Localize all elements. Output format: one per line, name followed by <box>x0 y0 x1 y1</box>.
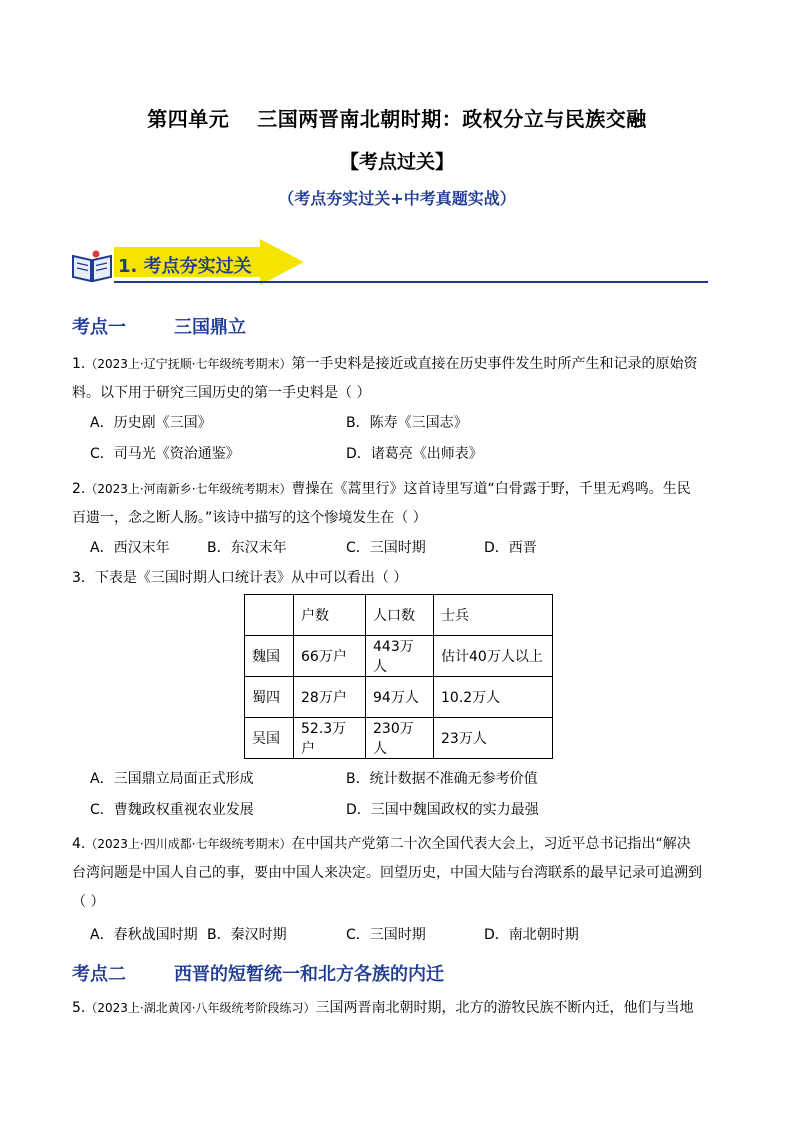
table-cell: 52.3万户 <box>294 718 366 759</box>
option-b[interactable]: B．秦汉时期 <box>207 927 287 943</box>
option-a[interactable]: A．三国鼎立局面正式形成 <box>90 771 254 787</box>
question-text: 料。以下用于研究三国历史的第一手史料是（ ） <box>72 385 371 401</box>
options-row <box>90 537 730 559</box>
question-2 <box>72 475 732 533</box>
population-table <box>244 594 553 759</box>
question-source: （2023上·四川成都·七年级统考期末） <box>85 837 292 851</box>
kaodian-heading <box>72 313 246 339</box>
question-source: （2023上·辽宁抚顺·七年级统考期末） <box>85 357 292 371</box>
kaodian-label: 考点二 <box>72 964 126 985</box>
option-b[interactable]: B．统计数据不准确无参考价值 <box>346 771 538 787</box>
question-3 <box>72 564 732 593</box>
question-1 <box>72 350 732 408</box>
question-text: 曹操在《蒿里行》这首诗里写道“白骨露于野，千里无鸡鸣。生民 <box>291 481 691 497</box>
table-header-row <box>245 595 553 636</box>
table-row <box>245 636 553 677</box>
option-a[interactable]: A．历史剧《三国》 <box>90 415 212 431</box>
question-number: 1. <box>72 356 86 372</box>
table-cell: 魏国 <box>245 636 294 677</box>
table-cell: 23万人 <box>434 718 553 759</box>
title-unit: 第四单元 <box>147 107 230 131</box>
option-d[interactable]: D．南北朝时期 <box>484 927 579 943</box>
document-subtitle: 【考点过关】 <box>339 151 454 173</box>
option-c[interactable]: C．曹魏政权重视农业发展 <box>90 802 254 818</box>
table-header: 户数 <box>294 595 366 636</box>
question-number: 4. <box>72 836 86 852</box>
question-source: （2023上·河南新乡·七年级统考期末） <box>85 482 292 496</box>
option-d[interactable]: D．三国中魏国政权的实力最强 <box>346 802 539 818</box>
kaodian-heading <box>72 960 444 986</box>
question-number: 2. <box>72 481 86 497</box>
question-text: 第一手史料是接近或直接在历史事件发生时所产生和记录的原始资 <box>291 356 698 372</box>
document-title <box>0 103 794 132</box>
kaodian-topic: 西晋的短暂统一和北方各族的内迁 <box>174 964 444 985</box>
question-text: 在中国共产党第二十次全国代表大会上，习近平总书记指出“解决 <box>291 836 691 852</box>
section-header <box>70 238 710 288</box>
option-c[interactable]: C．三国时期 <box>346 540 426 556</box>
option-c[interactable]: C．三国时期 <box>346 927 426 943</box>
question-source: （2023上·湖北黄冈·八年级统考阶段练习） <box>85 1001 316 1015</box>
table-header: 人口数 <box>366 595 434 636</box>
table-cell <box>245 595 294 636</box>
table-cell: 吴国 <box>245 718 294 759</box>
section-rule <box>114 281 708 283</box>
table-cell: 蜀四 <box>245 677 294 718</box>
options-row <box>90 768 730 790</box>
kaodian-label: 考点一 <box>72 317 126 338</box>
question-text: 三国两晋南北朝时期，北方的游牧民族不断内迁，他们与当地 <box>315 1000 694 1016</box>
question-text: 3．下表是《三国时期人口统计表》从中可以看出（ ） <box>72 570 408 586</box>
table-header: 士兵 <box>434 595 553 636</box>
table-cell: 28万户 <box>294 677 366 718</box>
table-cell: 230万人 <box>366 718 434 759</box>
option-c[interactable]: C．司马光《资治通鉴》 <box>90 446 240 462</box>
option-a[interactable]: A．西汉末年 <box>90 540 170 556</box>
question-text: （ ） <box>72 894 105 910</box>
title-main: 三国两晋南北朝时期：政权分立与民族交融 <box>257 107 647 131</box>
table-cell: 估计40万人以上 <box>434 636 553 677</box>
table-cell: 443万人 <box>366 636 434 677</box>
option-d[interactable]: D．诸葛亮《出师表》 <box>346 446 483 462</box>
question-text: 百遗一，念之断人肠。”该诗中描写的这个惨境发生在（ ） <box>72 510 427 526</box>
table-cell: 10.2万人 <box>434 677 553 718</box>
option-b[interactable]: B．东汉末年 <box>207 540 287 556</box>
options-row <box>90 924 730 946</box>
option-d[interactable]: D．西晋 <box>484 540 537 556</box>
table-cell: 94万人 <box>366 677 434 718</box>
table-row <box>245 718 553 759</box>
section-label: 1. 考点夯实过关 <box>118 256 252 277</box>
table-cell: 66万户 <box>294 636 366 677</box>
book-icon <box>70 248 114 284</box>
question-text: 台湾问题是中国人自己的事，要由中国人来决定。回望历史，中国大陆与台湾联系的最早记录可追溯到 <box>72 865 702 881</box>
options-row <box>90 412 730 434</box>
option-a[interactable]: A．春秋战国时期 <box>90 927 198 943</box>
document-note: （考点夯实过关+中考真题实战） <box>278 189 516 208</box>
options-row <box>90 443 730 465</box>
question-5 <box>72 994 732 1023</box>
table-row <box>245 677 553 718</box>
options-row <box>90 799 730 821</box>
option-b[interactable]: B．陈寿《三国志》 <box>346 415 468 431</box>
question-number: 5. <box>72 1000 86 1016</box>
question-4 <box>72 830 732 917</box>
kaodian-topic: 三国鼎立 <box>174 317 246 338</box>
